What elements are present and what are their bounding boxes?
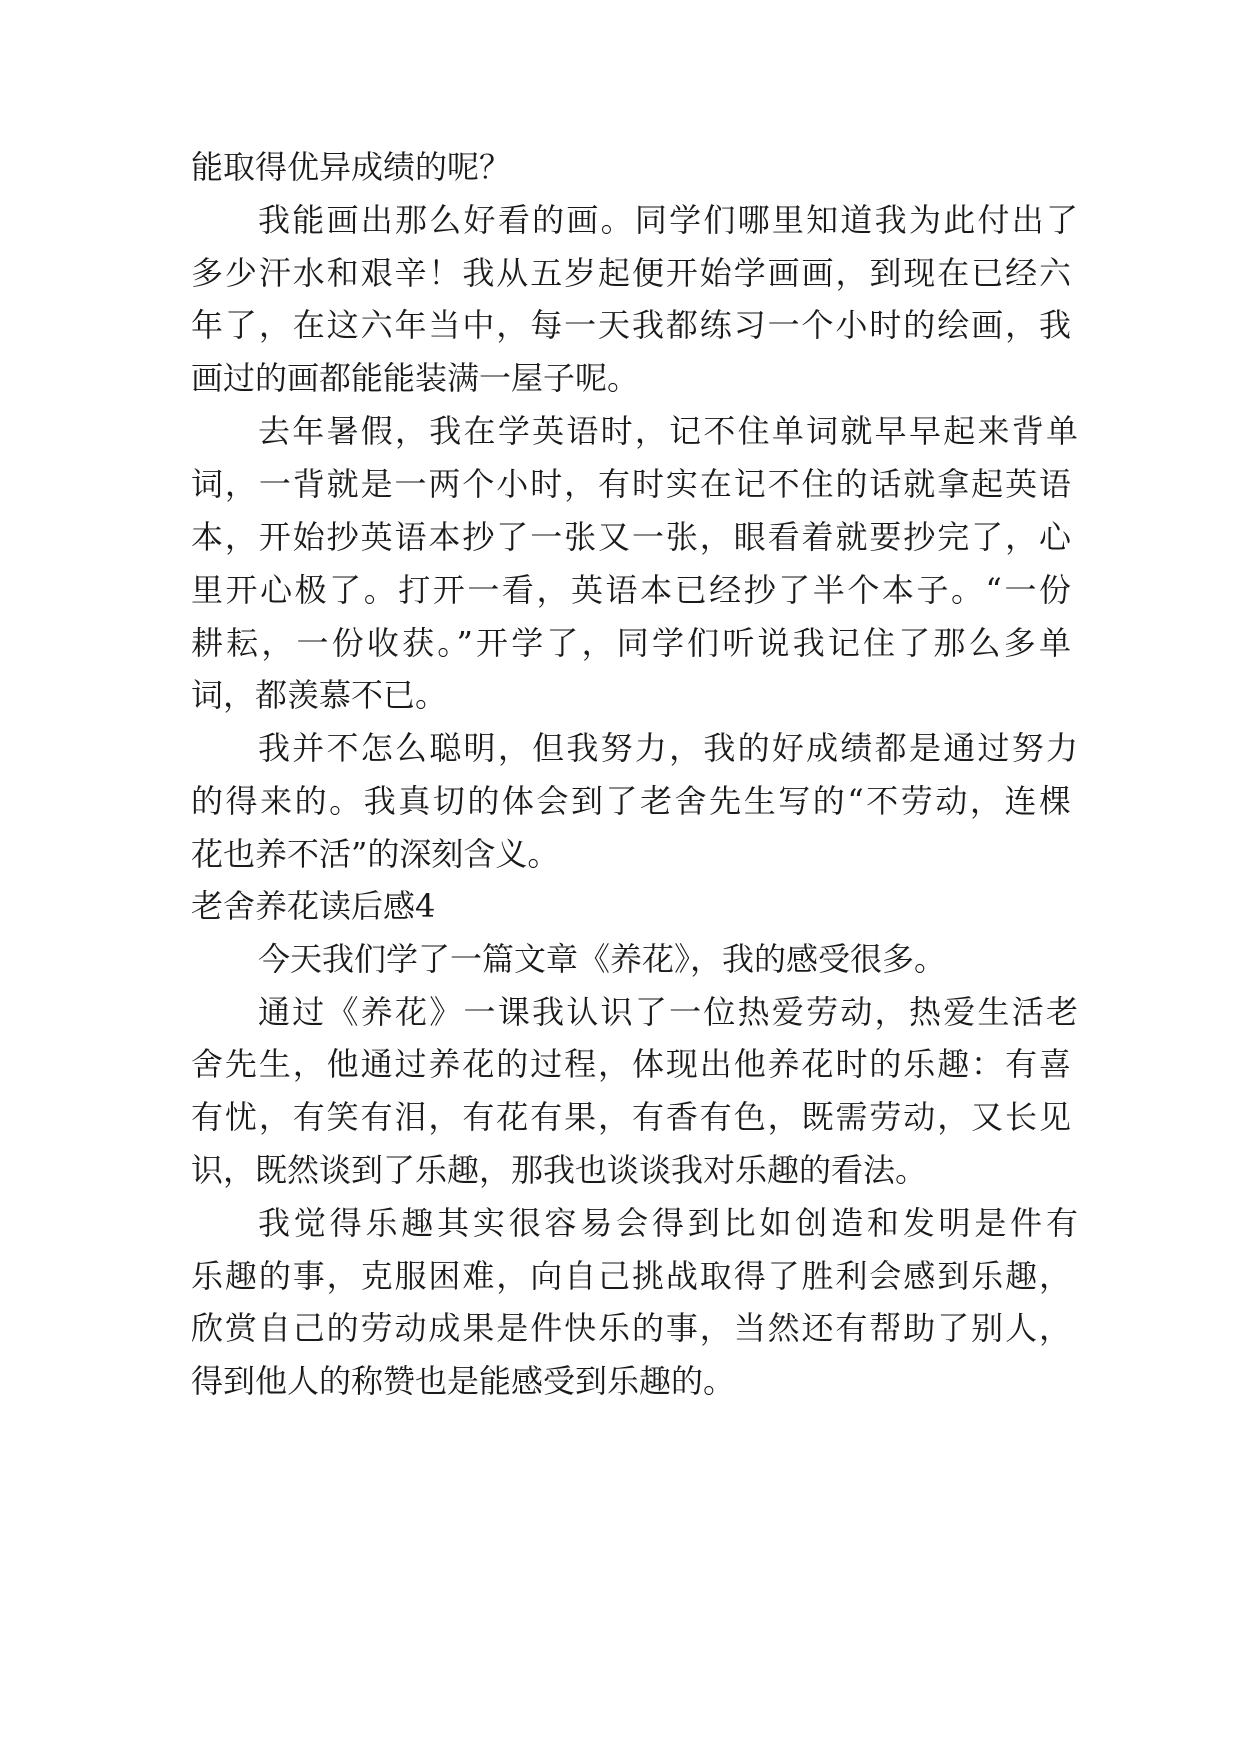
paragraph-first-line: 我觉得乐趣其实很容易会得到比如创造和发明是件有 (258, 1204, 1078, 1242)
paragraph-first-line: 今天我们学了一篇文章《养花》，我的感受很多。 (258, 940, 947, 978)
text-line: 的得来的。我真切的体会到了老舍先生写的“不劳动，连棵 (191, 782, 1071, 820)
paragraph-first-line: 我能画出那么好看的画。同学们哪里知道我为此付出了 (258, 201, 1078, 239)
paragraph-first-line: 去年暑假，我在学英语时，记不住单词就早早起来背单 (258, 412, 1078, 450)
text-line: 乐趣的事，克服困难，向自己挑战取得了胜利会感到乐趣， (191, 1257, 1071, 1295)
text-line: 识，既然谈到了乐趣，那我也谈谈我对乐趣的看法。 (191, 1151, 928, 1189)
text-line: 里开心极了。打开一看，英语本已经抄了半个本子。“一份 (191, 571, 1071, 609)
text-line: 词，都羡慕不已。 (191, 676, 448, 714)
text-line: 能取得优异成绩的呢？ (191, 148, 512, 186)
text-line: 耕耘，一份收获。”开学了，同学们听说我记住了那么多单 (191, 624, 1071, 662)
text-line: 花也养不活”的深刻含义。 (191, 835, 560, 873)
text-line: 多少汗水和艰辛！我从五岁起便开始学画画，到现在已经六 (191, 254, 1071, 292)
text-line: 有忧，有笑有泪，有花有果，有香有色，既需劳动，又长见 (191, 1098, 1071, 1136)
text-line: 年了，在这六年当中，每一天我都练习一个小时的绘画，我 (191, 306, 1071, 344)
text-line: 本，开始抄英语本抄了一张又一张，眼看着就要抄完了，心 (191, 518, 1071, 556)
paragraph-first-line: 我并不怎么聪明，但我努力，我的好成绩都是通过努力 (258, 729, 1078, 767)
text-line: 舍先生，他通过养花的过程，体现出他养花时的乐趣：有喜 (191, 1045, 1071, 1083)
text-line: 欣赏自己的劳动成果是件快乐的事，当然还有帮助了别人， (191, 1309, 1071, 1347)
text-line: 得到他人的称赞也是能感受到乐趣的。 (191, 1362, 736, 1400)
text-line: 词，一背就是一两个小时，有时实在记不住的话就拿起英语 (191, 465, 1071, 503)
section-heading: 老舍养花读后感4 (191, 887, 436, 925)
paragraph-first-line: 通过《养花》一课我认识了一位热爱劳动，热爱生活老 (258, 993, 1078, 1031)
text-line: 画过的画都能能装满一屋子呢。 (191, 359, 640, 397)
